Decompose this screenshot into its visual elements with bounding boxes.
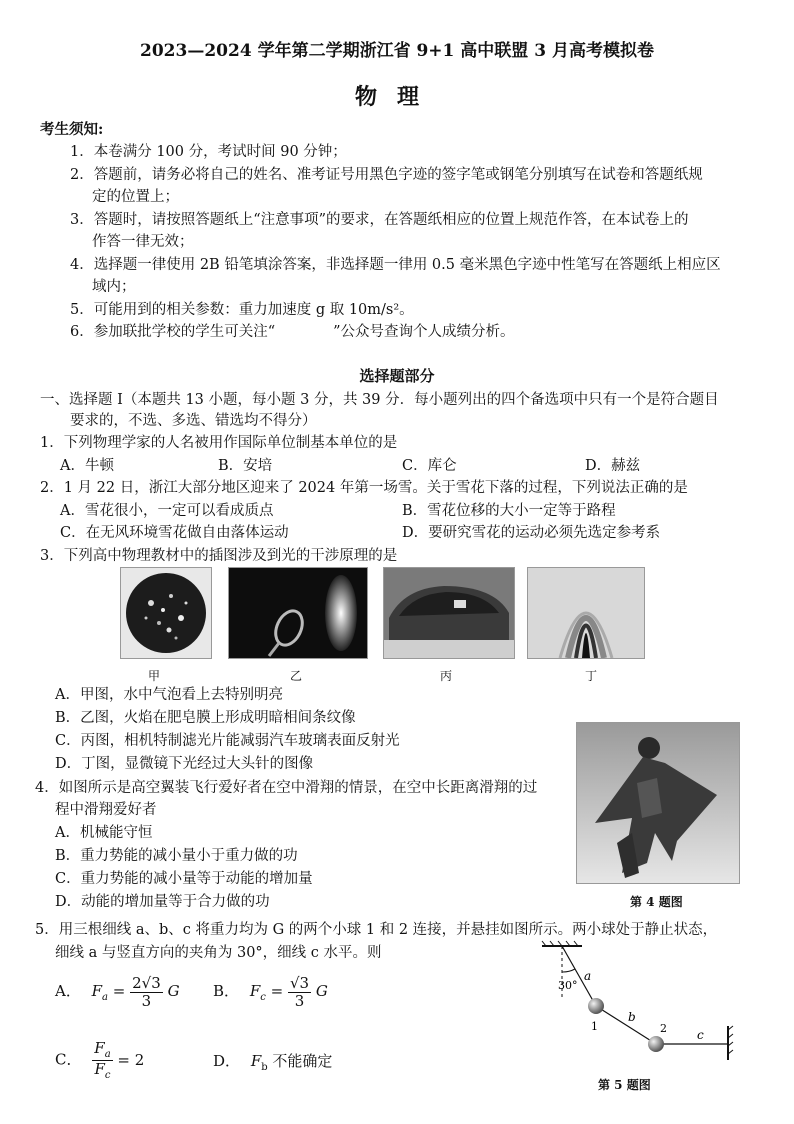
q5-option-d: D． $F_b$ 不能确定 xyxy=(213,1052,333,1073)
q5-option-c-label: C． xyxy=(55,1050,82,1069)
ball-1-label: 1 xyxy=(591,1020,598,1033)
notice-item: 1．本卷满分 100 分，考试时间 90 分钟； xyxy=(70,144,347,160)
q1-option-d: D．赫兹 xyxy=(585,458,641,474)
q3-caption-yi: 乙 xyxy=(290,669,303,683)
notice-item: 作答一律无效； xyxy=(92,234,194,250)
q4-stem: 4．如图所示是高空翼装飞行爱好者在空中滑翔的情景，在空中长距离滑翔的过 xyxy=(35,780,538,796)
q3-option-c: C．丙图，相机特制滤光片能减弱汽车玻璃表面反射光 xyxy=(55,733,400,749)
q3-caption-ding: 丁 xyxy=(585,669,598,683)
q5-option-b-formula: $F_c$ = $\frac{√3}{3}$ G xyxy=(249,974,328,1010)
q4-option-d: D．动能的增加量等于合力做的功 xyxy=(55,894,270,910)
pin-diffraction-photo-icon xyxy=(528,568,644,658)
flame-soap-film-photo-icon xyxy=(229,568,367,658)
ball-2-label: 2 xyxy=(660,1022,667,1035)
angle-label: 30° xyxy=(558,979,578,992)
q5-option-d-label: D． xyxy=(213,1052,241,1070)
ball-2 xyxy=(648,1036,664,1052)
notice-item: 域内； xyxy=(92,279,136,295)
q5-figure-caption: 第 5 题图 xyxy=(598,1078,651,1092)
notice-item: 3．答题时，请按照答题纸上“注意事项”的要求，在答题纸相应的位置上规范作答，在本试卷上的 xyxy=(70,212,689,228)
q4-figure-caption: 第 4 题图 xyxy=(630,895,683,909)
q2-option-d: D．要研究雪花的运动必须先选定参考系 xyxy=(402,525,661,541)
notice-item: 5．可能用到的相关参数：重力加速度 g 取 10m/s²。 xyxy=(70,302,414,318)
angle-arc xyxy=(562,969,575,972)
q5-option-b-label: B． xyxy=(213,982,240,1000)
q4-option-a: A．机械能守恒 xyxy=(55,825,153,841)
q3-stem: 3．下列高中物理教材中的插图涉及到光的干涉原理的是 xyxy=(40,548,398,564)
q1-option-b: B．安培 xyxy=(218,458,273,474)
q5-figure-diagram xyxy=(530,938,740,1083)
wingsuit-flyer-photo-icon xyxy=(577,723,739,883)
ball-1 xyxy=(588,998,604,1014)
q2-option-a: A．雪花很小，一定可以看成质点 xyxy=(60,503,274,519)
q5-stem: 5．用三根细线 a、b、c 将重力均为 G 的两个小球 1 和 2 连接，并悬挂如图所示。两小球处于静止状态， xyxy=(35,922,718,938)
notice-label: 考生须知: xyxy=(40,121,104,138)
q3-image-jia xyxy=(120,567,212,659)
q5-option-d-text: 不能确定 xyxy=(272,1052,333,1070)
q4-stem-cont: 程中滑翔爱好者 xyxy=(55,802,157,818)
q2-option-c: C．在无风环境雪花做自由落体运动 xyxy=(60,525,289,541)
q3-image-yi xyxy=(228,567,368,659)
q4-option-c: C．重力势能的减小量等于动能的增加量 xyxy=(55,871,313,887)
notice-item: 定的位置上； xyxy=(92,189,179,205)
car-windshield-photo-icon xyxy=(384,568,514,658)
bubbles-photo-icon xyxy=(121,568,211,658)
q1-option-c: C．库仑 xyxy=(402,458,457,474)
q3-option-b: B．乙图，火焰在肥皂膜上形成明暗相间条纹像 xyxy=(55,710,356,726)
q3-option-d: D．丁图，显微镜下光经过大头针的图像 xyxy=(55,756,314,772)
label-b: b xyxy=(628,1010,636,1024)
label-c: c xyxy=(697,1028,704,1042)
q4-option-b: B．重力势能的减小量小于重力做的功 xyxy=(55,848,298,864)
q4-figure-wingsuit xyxy=(576,722,740,884)
subject-title: 物理 xyxy=(354,84,439,110)
q1-stem: 1．下列物理学家的人名被用作国际单位制基本单位的是 xyxy=(40,435,398,451)
notice-item: 6．参加联批学校的学生可关注“ ”公众号查询个人成绩分析。 xyxy=(70,324,515,340)
exam-title: 2023—2024 学年第二学期浙江省 9+1 高中联盟 3 月高考模拟卷 xyxy=(140,41,654,61)
q3-image-ding xyxy=(527,567,645,659)
q3-caption-bing: 丙 xyxy=(440,669,453,683)
q2-option-b: B．雪花位移的大小一定等于路程 xyxy=(402,503,616,519)
q5-stem-cont: 细线 a 与竖直方向的夹角为 30°，细线 c 水平。则 xyxy=(55,945,382,961)
string-b xyxy=(596,1006,656,1044)
q5-option-c xyxy=(55,1040,144,1081)
q5-option-c-formula: $\frac{F_a}{F_c}$ = 2 xyxy=(94,1039,145,1081)
notice-item: 4．选择题一律使用 2B 铅笔填涂答案，非选择题一律用 0.5 毫米黑色字迹中性笔写在答题纸上相应区 xyxy=(70,257,721,273)
notice-item: 2．答题前，请务必将自己的姓名、准考证号用黑色字迹的签字笔或钢笔分别填写在试卷和答题纸规 xyxy=(70,167,703,183)
q3-caption-jia: 甲 xyxy=(148,669,161,683)
q5-option-b xyxy=(213,975,328,1009)
part1-heading-cont: 要求的，不选、多选、错选均不得分） xyxy=(70,413,317,429)
q3-image-bing xyxy=(383,567,515,659)
q5-option-a-label: A． xyxy=(55,982,81,1000)
q2-stem: 2．1 月 22 日，浙江大部分地区迎来了 2024 年第一场雪。关于雪花下落的过程，下列说法正确的是 xyxy=(40,480,688,496)
label-a: a xyxy=(584,969,592,983)
q5-option-a-formula: $F_a$ = $\frac{2√3}{3}$ G xyxy=(91,974,180,1010)
section-title: 选择题部分 xyxy=(359,367,435,385)
q1-option-a: A．牛顿 xyxy=(60,458,114,474)
part1-heading: 一、选择题 Ⅰ（本题共 13 小题，每小题 3 分，共 39 分．每小题列出的四个备选项中只有一个是符合题目 xyxy=(40,392,719,408)
q3-option-a: A．甲图，水中气泡看上去特别明亮 xyxy=(55,687,283,703)
q5-option-a xyxy=(55,975,180,1009)
